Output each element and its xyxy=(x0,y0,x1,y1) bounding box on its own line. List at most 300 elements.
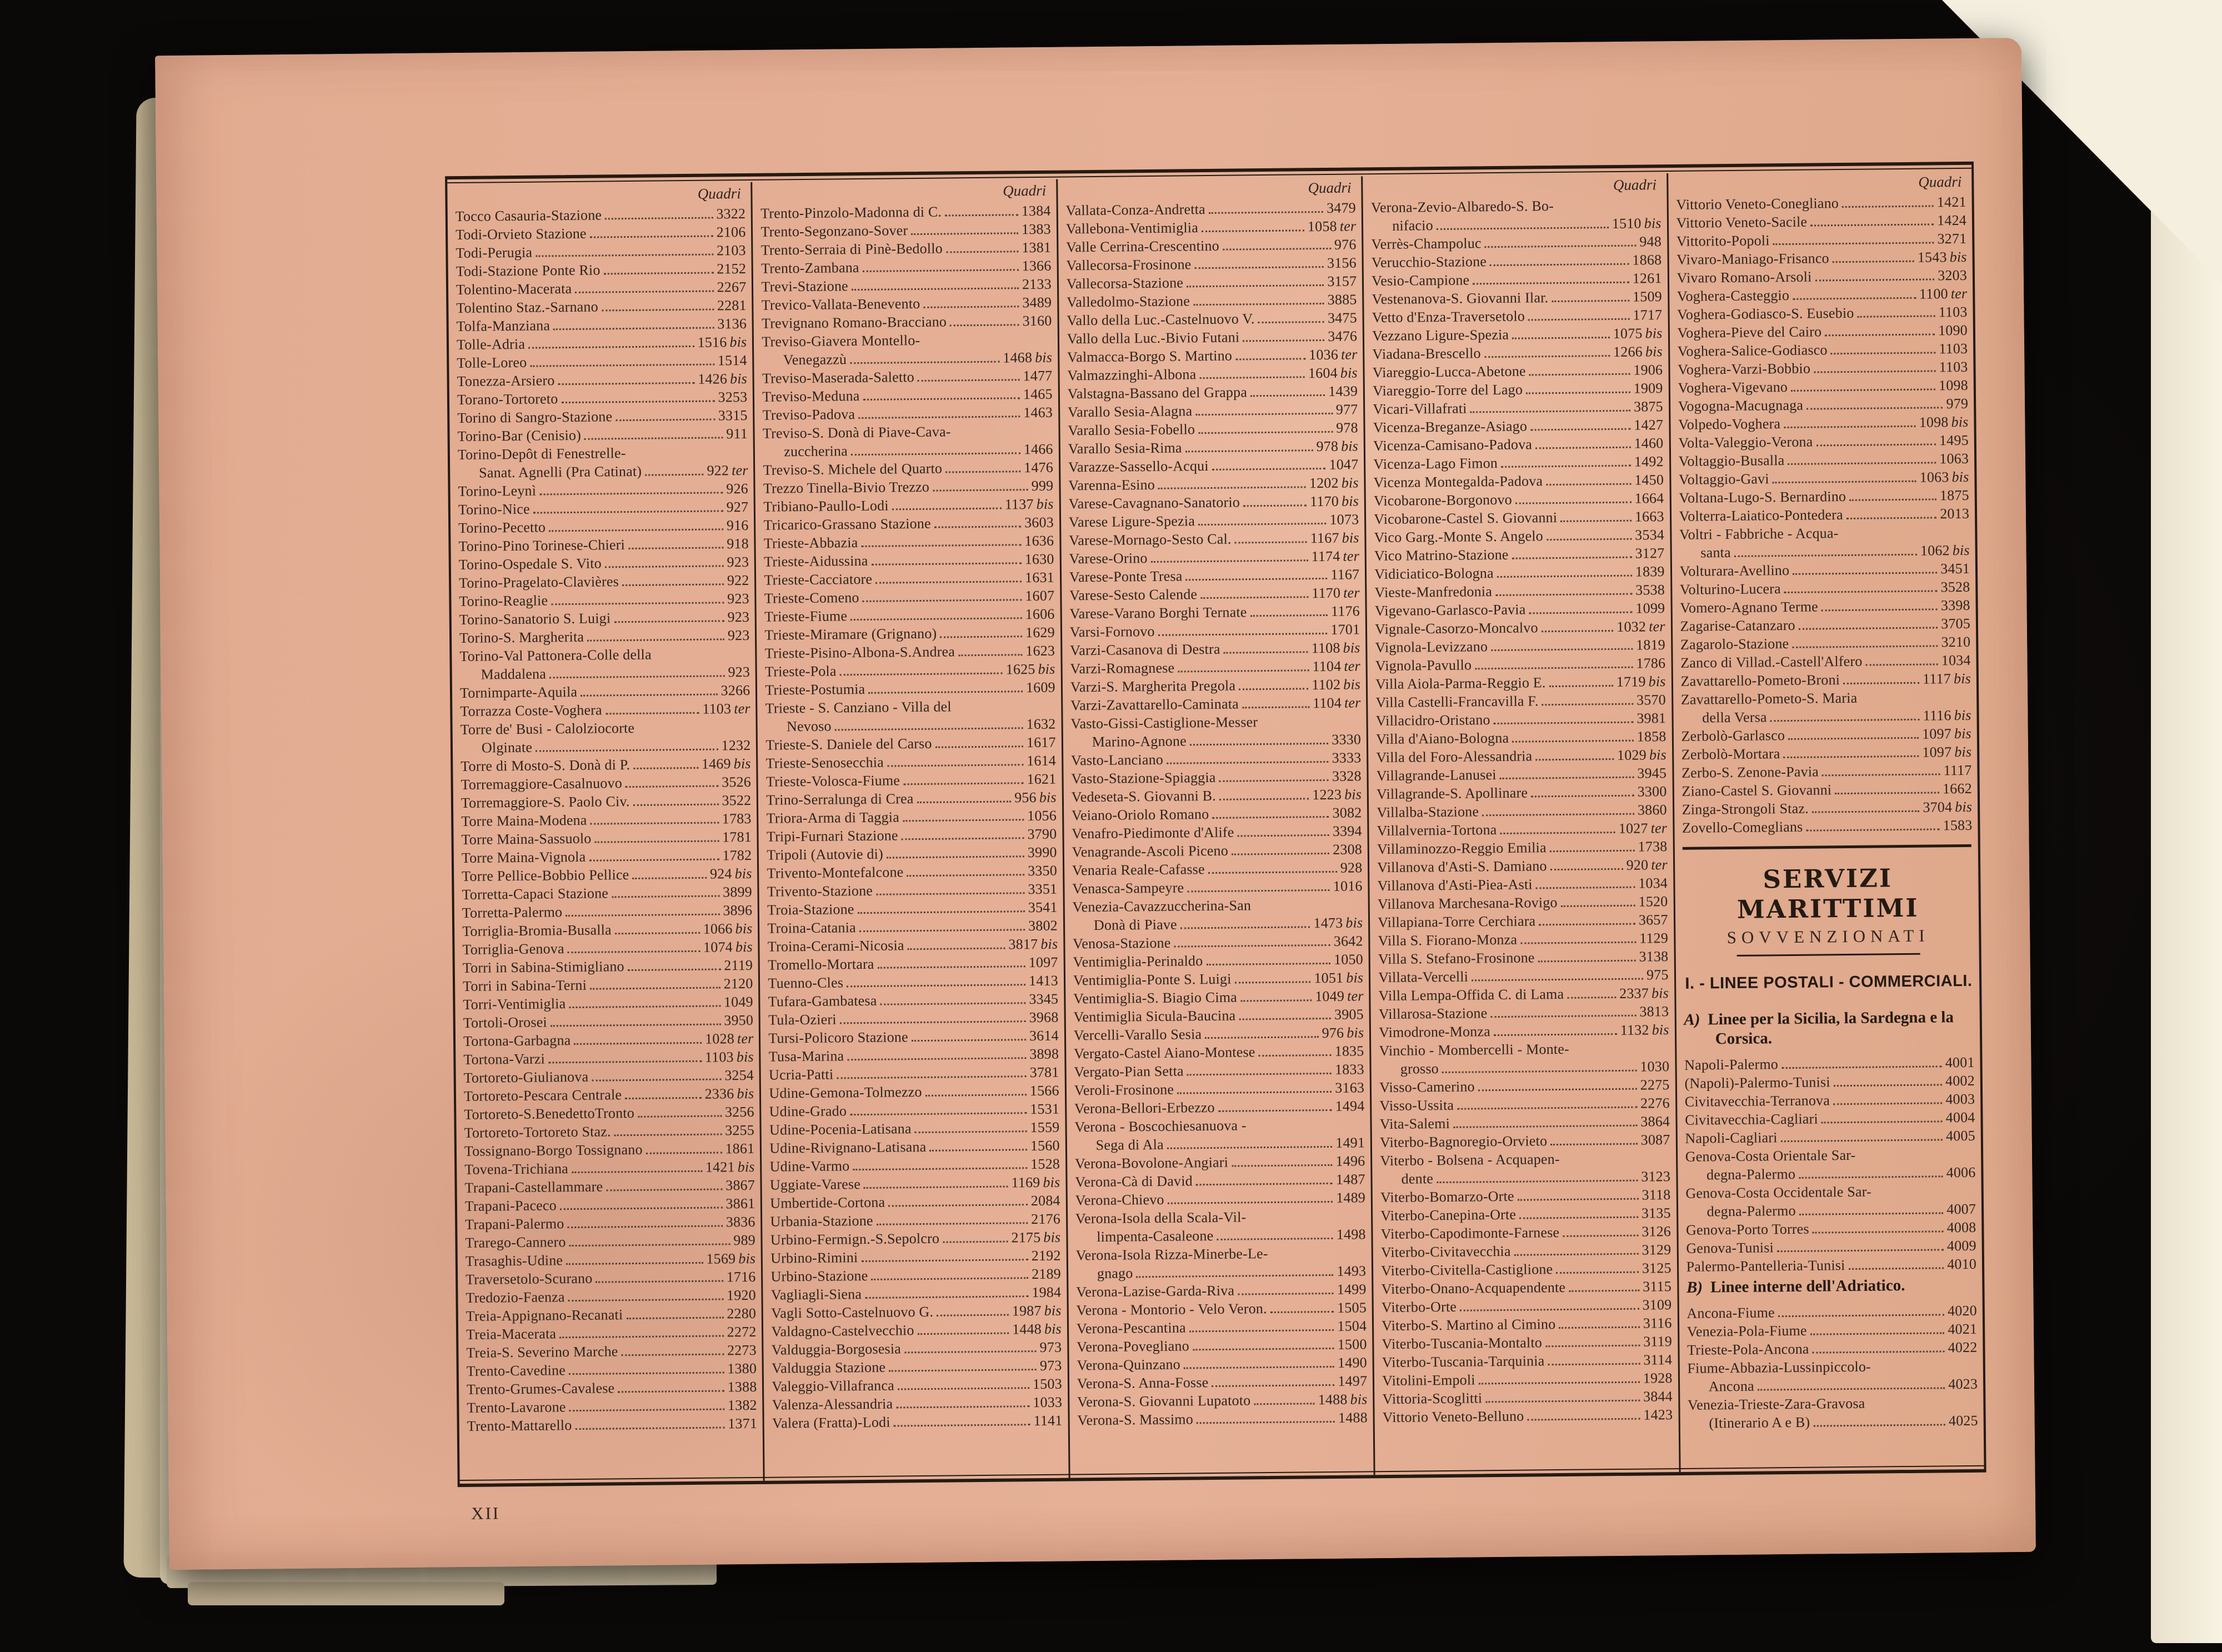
index-entry: Voghera-Godiasco-S. Eusebio 1103 xyxy=(1677,303,1968,323)
index-entry-continuation: dente 3123 xyxy=(1401,1168,1671,1187)
subsection-a-label: A) xyxy=(1684,1010,1700,1029)
index-entry: Zerbolò-Mortara 1097 bis xyxy=(1681,743,1972,763)
index-entry: Trento-Segonzano-Sover 1383 xyxy=(760,221,1052,240)
index-entry: Torre Maina-Modena 1783 xyxy=(461,810,752,829)
index-page xyxy=(155,38,2036,1570)
index-entry: Vittorio Veneto-Conegliano 1421 xyxy=(1676,193,1966,213)
index-entry: Torino-Reaglie 923 xyxy=(459,590,749,609)
index-entry: Trieste-Senosecchia 1614 xyxy=(765,752,1057,772)
index-entry: Udine-Varmo 1528 xyxy=(769,1155,1060,1175)
index-entry: Ventimiglia-Perinaldo 1050 xyxy=(1073,951,1364,970)
index-entry: Treviso-Maserada-Saletto 1477 xyxy=(762,367,1053,387)
index-entry: Trieste-Abbazia 1636 xyxy=(763,532,1054,552)
index-entry: Trieste-Comeno 1607 xyxy=(764,587,1055,607)
index-entry: Todi-Orvieto Stazione 2106 xyxy=(455,223,746,243)
index-entry: Verona-Isola della Scala-Vil- xyxy=(1075,1209,1247,1227)
index-entry: Viterbo-Canepina-Orte 3135 xyxy=(1380,1205,1671,1224)
index-entry: Zanco di Villad.-Castell'Alfero 1034 xyxy=(1680,652,1971,671)
index-entry: Venaria Reale-Cafasse 928 xyxy=(1072,859,1363,879)
index-entry: Villa d'Aiano-Bologna 1858 xyxy=(1375,728,1666,748)
index-entry: Villalvernia-Tortona 1027 ter xyxy=(1377,820,1668,839)
maritime-section-heading: I. - LINEE POSTALI - COMMERCIALI. xyxy=(1685,972,1973,993)
index-entry: Varese-Cavagnano-Sanatorio 1170 bis xyxy=(1068,493,1359,512)
index-entry: Veroli-Frosinone 3163 xyxy=(1074,1079,1365,1099)
index-entry: Villa Aiola-Parma-Reggio E. 1719 bis xyxy=(1375,673,1666,693)
index-entry: Venezia-Cavazzuccherina-San xyxy=(1072,897,1252,915)
index-entry: Troina-Cerami-Nicosia 3817 bis xyxy=(767,935,1058,955)
index-entry: Vignola-Pavullo 1786 xyxy=(1375,655,1666,674)
index-entry: Napoli-Cagliari 4005 xyxy=(1685,1127,1975,1147)
index-entry: Varallo Sesia-Fobello 978 xyxy=(1068,419,1358,439)
index-entry: Vico Matrino-Stazione 3127 xyxy=(1374,545,1665,564)
index-entry: Venosa-Stazione 3642 xyxy=(1073,933,1363,952)
index-entry: Vogogna-Macugnaga 979 xyxy=(1678,395,1969,414)
index-entry: Zavattarello-Pometo-S. Maria xyxy=(1680,689,1858,708)
index-entry: Varese-Orino 1174 ter xyxy=(1069,548,1360,567)
index-entry: Udine-Pocenia-Latisana 1559 xyxy=(769,1119,1060,1138)
index-entry: Torremaggiore-S. Paolo Civ. 3522 xyxy=(461,792,752,811)
index-entry: Trento-Cavedine 1380 xyxy=(466,1360,757,1379)
index-entry: Tribiano-Paullo-Lodi 1137 bis xyxy=(763,495,1054,515)
index-entry: Trieste-Pisino-Albona-S.Andrea 1623 xyxy=(764,642,1055,662)
index-entry: Vittorio Veneto-Belluno 1423 xyxy=(1382,1406,1673,1426)
index-entry: Villata-Vercelli 975 xyxy=(1378,967,1669,986)
index-entry: Genova-Costa Orientale Sar- xyxy=(1685,1147,1856,1165)
index-entry: Viterbo-Tuscania-Tarquinia 3114 xyxy=(1382,1351,1673,1371)
index-entry: Zagarolo-Stazione 3210 xyxy=(1680,633,1971,653)
index-entry: Zagarise-Catanzaro 3705 xyxy=(1680,615,1971,634)
index-entry: Varese-Varano Borghi Ternate 1176 xyxy=(1069,603,1360,622)
index-entry: Voghera-Vigevano 1098 xyxy=(1678,377,1969,396)
index-entry: Verucchio-Stazione 1868 xyxy=(1371,252,1662,271)
index-column-4 xyxy=(1363,173,1680,1475)
index-entry: Trieste-Volosca-Fiume 1621 xyxy=(765,770,1057,790)
index-entry: Vagli Sotto-Castelnuovo G. 1987 bis xyxy=(771,1302,1062,1321)
index-entry: Vallo della Luc.-Bivio Futani 3476 xyxy=(1067,328,1358,347)
index-entry: Trieste - S. Canziano - Villa del xyxy=(765,698,952,717)
index-entry: Verona-S. Giovanni Lupatoto 1488 bis xyxy=(1077,1391,1368,1410)
index-entry: Valeggio-Villafranca 1503 xyxy=(772,1375,1062,1395)
index-entry: Troina-Catania 3802 xyxy=(767,917,1058,937)
index-entry-continuation: della Versa 1116 bis xyxy=(1702,707,1971,726)
index-entry: Vergato-Pian Setta 1833 xyxy=(1074,1061,1364,1080)
index-entry: Villaminozzo-Reggio Emilia 1738 xyxy=(1377,838,1668,858)
index-entry: Tonezza-Arsiero 1426 bis xyxy=(457,370,748,389)
index-entry: Zovello-Comeglians 1583 xyxy=(1681,817,1973,836)
index-entry: Trieste-Cacciatore 1631 xyxy=(764,569,1055,588)
index-entry: Vivaro-Maniago-Frisanco 1543 bis xyxy=(1676,248,1967,268)
index-entry: Verona - Boscochiesanuova - xyxy=(1074,1117,1247,1135)
entry-list xyxy=(1371,196,1673,1426)
index-entry: Vasto-Stazione-Spiaggia 3328 xyxy=(1071,768,1362,787)
index-entry: Viterbo - Bolsena - Acquapen- xyxy=(1380,1151,1560,1169)
index-entry: Vezzano Ligure-Spezia 1075 bis xyxy=(1372,325,1663,344)
index-entry: Tromello-Mortara 1097 xyxy=(768,954,1058,973)
index-entry-continuation: Ancona 4023 xyxy=(1708,1375,1978,1395)
index-column-5 xyxy=(1668,171,1984,1472)
index-entry: Torino-Leynì 926 xyxy=(458,480,749,499)
index-entry: Tolfa-Manziana 3136 xyxy=(456,315,747,335)
index-entry: Vergato-Castel Aiano-Montese 1835 xyxy=(1073,1043,1364,1062)
index-entry-continuation: nifacio 1510 bis xyxy=(1392,215,1662,234)
index-entry: Vivaro Romano-Arsoli 3203 xyxy=(1676,267,1968,286)
index-entry: Venezia-Pola-Fiume 4021 xyxy=(1686,1320,1978,1340)
index-entry: Vigevano-Garlasco-Pavia 1099 xyxy=(1374,600,1665,619)
index-entry: Genova-Tunisi 4009 xyxy=(1686,1237,1976,1256)
index-entry: Venasca-Sampeyre 1016 xyxy=(1072,878,1363,897)
index-entry: Verona-S. Anna-Fosse 1497 xyxy=(1077,1373,1368,1392)
index-entry: Verona-S. Massimo 1488 xyxy=(1077,1409,1368,1429)
index-entry: Vittoria-Scoglitti 3844 xyxy=(1382,1388,1673,1408)
index-entry: Tolle-Loreo 1514 xyxy=(457,352,747,371)
index-entry: Treviso-Giavera Montello- xyxy=(762,332,920,350)
index-entry: Villa S. Stefano-Frosinone 3138 xyxy=(1378,948,1669,968)
index-entry: Verona-Bovolone-Angiari 1496 xyxy=(1074,1153,1365,1172)
index-entry: Urbino-Rimini 2192 xyxy=(770,1247,1061,1266)
index-entry: Torri in Sabina-Stimigliano 2119 xyxy=(462,957,753,976)
index-entry: Vitolini-Empoli 1928 xyxy=(1382,1370,1673,1389)
index-entry: Treviso-Meduna 1465 xyxy=(762,386,1053,405)
maritime-title: SERVIZI MARITTIMI xyxy=(1736,863,1919,924)
index-entry-continuation: Nevoso 1632 xyxy=(786,715,1056,735)
index-entry: Varzi-S. Margherita Pregola 1102 bis xyxy=(1070,676,1361,695)
index-entry: Vomero-Agnano Terme 3398 xyxy=(1680,597,1970,616)
index-entry: Villa Lempa-Offida C. di Lama 2337 bis xyxy=(1378,985,1669,1004)
index-entry: Todi-Stazione Ponte Rio 2152 xyxy=(456,260,747,280)
entry-list xyxy=(1065,198,1368,1429)
index-entry: Viterbo-Orte 3109 xyxy=(1381,1296,1672,1316)
maritime-lines-a xyxy=(1684,1053,1976,1276)
index-entry: Tortoreto-S.BenedettoTronto 3256 xyxy=(464,1103,754,1123)
index-entry: Villapiana-Torre Cerchiara 3657 xyxy=(1378,912,1668,931)
index-entry: Todi-Perugia 2103 xyxy=(456,242,746,262)
index-entry: Torino di Sangro-Stazione 3315 xyxy=(457,407,748,426)
index-entry: Tortoreto-Pescara Centrale 2336 bis xyxy=(463,1085,754,1104)
index-entry: Vimodrone-Monza 1132 bis xyxy=(1379,1022,1669,1041)
index-entry: Varzi-Zavattarello-Caminata 1104 ter xyxy=(1070,694,1361,714)
index-entry: Udine-Gemona-Tolmezzo 1566 xyxy=(769,1082,1059,1102)
index-column-1 xyxy=(447,182,765,1484)
index-entry: Vicari-Villafrati 3875 xyxy=(1373,398,1663,418)
index-entry: Valle Cerrina-Crescentino 976 xyxy=(1066,236,1357,256)
index-entry: Valmazzinghi-Albona 1604 bis xyxy=(1067,364,1358,384)
index-entry: Torino-S. Margherita 923 xyxy=(459,627,750,646)
index-entry: Tredozio-Faenza 1920 xyxy=(466,1286,757,1306)
index-entry: Viareggio-Lucca-Abetone 1906 xyxy=(1372,362,1663,381)
index-entry: Torre Maina-Sassuolo 1781 xyxy=(461,828,752,848)
index-entry-continuation: grosso 1030 xyxy=(1400,1058,1670,1077)
index-entry: Vicobarone-Borgonovo 1664 xyxy=(1373,490,1664,509)
index-entry: Tortona-Garbagna 1028 ter xyxy=(463,1030,754,1049)
index-entry: Volta-Valeggio-Verona 1495 xyxy=(1678,432,1969,451)
index-entry: Vallata-Conza-Andretta 3479 xyxy=(1065,199,1357,219)
index-entry: Vittorito-Popoli 3271 xyxy=(1676,230,1967,249)
index-entry-continuation: gnago 1493 xyxy=(1097,1263,1367,1282)
subsection-a-title: Linee per la Sicilia, la Sardegna e la Corsica. xyxy=(1708,1008,1954,1048)
index-entry: Tolle-Adria 1516 bis xyxy=(456,333,747,353)
index-entry-continuation: Maddalena 923 xyxy=(481,663,750,683)
index-entry: Verona-Cà di David 1487 xyxy=(1075,1171,1365,1190)
index-entry: Vicenza-Lago Fimon 1492 xyxy=(1373,453,1664,473)
index-entry: Zavattarello-Pometo-Broni 1117 bis xyxy=(1680,670,1971,689)
index-entry: Trevico-Vallata-Benevento 3489 xyxy=(761,294,1052,313)
index-entry: Palermo-Pantelleria-Tunisi 4010 xyxy=(1686,1255,1977,1275)
index-entry: Torino-Ospedale S. Vito 923 xyxy=(458,553,749,573)
index-entry: Tolentino-Macerata 2267 xyxy=(456,278,747,298)
index-entry: Trieste-Aidussina 1630 xyxy=(764,550,1054,570)
index-entry: Urbania-Stazione 2176 xyxy=(770,1210,1061,1230)
entry-list xyxy=(760,202,1063,1433)
index-entry: Traversetolo-Scurano 1716 xyxy=(466,1268,756,1288)
index-entry: Zerbo-S. Zenone-Pavia 1117 xyxy=(1681,762,1972,781)
index-entry-continuation: santa 1062 bis xyxy=(1700,542,1970,561)
index-entry: Viterbo-Onano-Acquapendente 3115 xyxy=(1381,1278,1672,1298)
index-entry: Vallebona-Ventimiglia 1058 ter xyxy=(1065,218,1357,237)
index-entry: Treviso-S. Michele del Quarto 1476 xyxy=(763,459,1054,478)
index-entry-continuation: zuccherina 1466 xyxy=(784,440,1053,460)
index-entry: Varallo Sesia-Alagna 977 xyxy=(1067,401,1358,420)
index-entry: Civitavecchia-Terranova 4003 xyxy=(1684,1090,1975,1110)
index-entry: Vesio-Campione 1261 xyxy=(1372,270,1662,289)
index-entry: Villarosa-Stazione 3813 xyxy=(1378,1003,1669,1023)
index-entry: Vittorio Veneto-Sacile 1424 xyxy=(1676,212,1967,231)
index-entry: Vagliagli-Siena 1984 xyxy=(770,1284,1062,1303)
index-entry: Verona-Lazise-Garda-Riva 1499 xyxy=(1076,1281,1367,1300)
index-entry: Verona-Povegliano 1500 xyxy=(1077,1336,1367,1355)
index-entry: Verona-Zevio-Albaredo-S. Bo- xyxy=(1370,198,1554,216)
index-entry: Tornimparte-Aquila 3266 xyxy=(459,682,750,701)
index-entry: Villalba-Stazione 3860 xyxy=(1377,802,1667,821)
index-entry: Ziano-Castel S. Giovanni 1662 xyxy=(1681,780,1972,799)
index-entry-continuation: Venegazzù 1468 bis xyxy=(783,349,1053,368)
index-entry: Valduggia-Borgosesia 973 xyxy=(771,1339,1062,1358)
maritime-lines-b xyxy=(1686,1301,1978,1433)
index-entry: Viterbo-Civitella-Castiglione 3125 xyxy=(1381,1260,1671,1279)
index-entry-continuation: Sanat. Agnelli (Pra Catinat) 922 ter xyxy=(479,462,748,481)
index-entry: Villa Castelli-Francavilla F. 3570 xyxy=(1375,692,1666,711)
index-entry: Tula-Ozieri 3968 xyxy=(768,1009,1059,1028)
index-entry: Troia-Stazione 3541 xyxy=(767,899,1058,918)
index-entry: Viadana-Brescello 1266 bis xyxy=(1372,343,1663,363)
index-entry: Voltaggio-Gavi 1063 bis xyxy=(1678,468,1969,488)
index-entry: Trento-Zambana 1366 xyxy=(760,257,1052,277)
index-entry: Trevignano Romano-Bracciano 3160 xyxy=(761,312,1052,332)
index-entry: Villanova Marchesana-Rovigo 1520 xyxy=(1377,893,1668,913)
index-entry-continuation: degna-Palermo 4007 xyxy=(1706,1200,1976,1220)
index-entry: Verona-Pescantina 1504 xyxy=(1076,1318,1367,1337)
index-entry: Vallecorsa-Stazione 3157 xyxy=(1066,273,1357,292)
page-stack-edge-bottom xyxy=(188,1582,504,1605)
index-entry: Viareggio-Torre del Lago 1909 xyxy=(1372,380,1663,399)
index-entry: Valstagna-Bassano del Grappa 1439 xyxy=(1067,383,1358,402)
index-entry: Zinga-Strongoli Staz. 3704 bis xyxy=(1681,798,1973,818)
index-entry: Verona-Bellori-Erbezzo 1494 xyxy=(1074,1098,1365,1117)
subsection-b-label: B) xyxy=(1686,1278,1703,1296)
index-entry: Tortoli-Orosei 3950 xyxy=(463,1012,754,1031)
index-entry: Trieste-Pola 1625 bis xyxy=(764,660,1055,680)
index-entry: Trento-Serraia di Pinè-Bedollo 1381 xyxy=(760,239,1052,258)
index-entry: Verona-Chievo 1489 xyxy=(1075,1189,1366,1209)
index-entry: Ventimiglia Sicula-Baucina 3905 xyxy=(1073,1006,1364,1025)
index-entry: Venagrande-Ascoli Piceno 2308 xyxy=(1072,841,1363,860)
index-entry: Trieste-S. Daniele del Carso 1617 xyxy=(765,734,1056,753)
index-entry: Viterbo-Bomarzo-Orte 3118 xyxy=(1380,1187,1671,1206)
index-column-3 xyxy=(1058,176,1375,1478)
index-entry: Venezia-Trieste-Zara-Gravosa xyxy=(1687,1395,1865,1413)
index-entry: Voltaggio-Busalla 1063 xyxy=(1678,450,1969,469)
index-entry: Tripoli (Autovie di) 3990 xyxy=(767,844,1057,863)
index-entry: Torino-Pecetto 916 xyxy=(458,517,749,536)
index-entry: Vasto-Gissi-Castiglione-Messer xyxy=(1070,714,1258,732)
index-entry: Viterbo-Bagnoregio-Orvieto 3087 xyxy=(1379,1132,1670,1151)
index-entry: Torremaggiore-Casalnuovo 3526 xyxy=(461,773,752,793)
index-entry: Varzi-Romagnese 1104 ter xyxy=(1070,658,1360,677)
index-entry: Viterbo-Capodimonte-Farnese 3126 xyxy=(1380,1223,1671,1243)
index-entry: Treviso-Padova 1463 xyxy=(762,404,1053,423)
index-entry: Villagrande-S. Apollinare 3300 xyxy=(1376,783,1667,803)
index-entry: Torino-Depôt di Fenestrelle- xyxy=(457,445,626,463)
index-entry: Trino-Serralunga di Crea 956 bis xyxy=(766,789,1057,808)
index-entry: Trapani-Castellammare 3867 xyxy=(464,1177,755,1196)
index-entry: Genova-Costa Occidentale Sar- xyxy=(1685,1183,1872,1202)
index-entry: Tortoreto-Tortoreto Staz. 3255 xyxy=(464,1122,755,1141)
index-entry: Viterbo-Civitavecchia 3129 xyxy=(1380,1241,1671,1261)
index-entry: Trivento-Montefalcone 3350 xyxy=(767,862,1058,882)
index-entry: Torino-Pragelato-Clavières 922 xyxy=(458,572,749,591)
index-entry: Treia-Macerata 2272 xyxy=(466,1323,757,1343)
index-entry: Voghera-Pieve del Cairo 1090 xyxy=(1677,322,1968,341)
index-entry: Tossignano-Borgo Tossignano 1861 xyxy=(464,1140,755,1159)
entry-list xyxy=(1676,193,1972,837)
column-header: Quadri xyxy=(1613,176,1657,194)
index-entry: Tortona-Varzi 1103 bis xyxy=(463,1048,754,1068)
index-entry: Trieste-Miramare (Grignano) 1629 xyxy=(764,624,1055,643)
index-entry: Varazze-Sassello-Acqui 1047 xyxy=(1068,456,1359,475)
index-entry: Trasaghis-Udine 1569 bis xyxy=(465,1250,756,1269)
index-column-2 xyxy=(753,179,1070,1481)
printed-frame xyxy=(445,162,1986,1487)
index-entry: Trieste-Postumia 1609 xyxy=(765,679,1055,698)
index-entry: Vignola-Levizzano 1819 xyxy=(1375,637,1666,656)
index-entry: Vinchio - Mombercelli - Monte- xyxy=(1379,1040,1569,1059)
page-number: XII xyxy=(471,1503,501,1523)
index-entry: Trento-Lavarone 1382 xyxy=(467,1396,757,1416)
index-entry: Vico Garg.-Monte S. Angelo 3534 xyxy=(1374,527,1665,546)
index-entry: Treia-Appignano-Recanati 2280 xyxy=(466,1305,757,1324)
index-entry: Vestenanova-S. Giovanni Ilar. 1509 xyxy=(1372,288,1663,308)
index-entry: Villanova d'Asti-Piea-Asti 1034 xyxy=(1377,875,1668,894)
index-entry: Tocco Casauria-Stazione 3322 xyxy=(455,205,746,225)
index-entry: Treviso-S. Donà di Piave-Cava- xyxy=(762,423,951,442)
index-entry: Vicenza-Breganze-Asiago 1427 xyxy=(1373,417,1664,436)
index-entry: Visso-Ussita 2276 xyxy=(1379,1095,1670,1114)
index-entry: Triora-Arma di Taggia 1056 xyxy=(766,807,1057,827)
index-entry: Torrazza Coste-Voghera 1103 ter xyxy=(460,700,750,719)
index-entry: Trapani-Paceco 3861 xyxy=(464,1195,755,1214)
index-entry: Torino-Val Pattonera-Colle della xyxy=(459,646,652,664)
index-entry: Zerbolò-Garlasco 1097 bis xyxy=(1681,725,1972,744)
index-entry: Vicobarone-Castel S. Giovanni 1663 xyxy=(1374,508,1664,528)
index-entry: Tovena-Trichiana 1421 bis xyxy=(464,1158,755,1178)
index-entry: Varese-Sesto Calende 1170 ter xyxy=(1069,584,1360,604)
index-entry: Torriglia-Bromia-Busalla 1066 bis xyxy=(462,920,753,939)
index-entry: Veiano-Oriolo Romano 3082 xyxy=(1071,804,1362,824)
column-header: Quadri xyxy=(1003,182,1047,199)
index-entry: Venafro-Piedimonte d'Alife 3394 xyxy=(1072,823,1362,842)
index-entry: Genova-Porto Torres 4008 xyxy=(1685,1219,1976,1238)
index-entry: Vicenza Montegalda-Padova 1450 xyxy=(1373,472,1664,491)
index-entry: Torre Pellice-Bobbio Pellice 924 bis xyxy=(462,865,752,884)
index-entry: Varenna-Esino 1202 bis xyxy=(1068,474,1359,494)
index-entry: Trevi-Stazione 2133 xyxy=(761,276,1052,295)
index-entry: Valenza-Alessandria 1033 xyxy=(772,1394,1063,1413)
index-entry: Varallo Sesia-Rima 978 bis xyxy=(1068,438,1359,457)
index-entry-continuation: Sega di Ala 1491 xyxy=(1095,1134,1365,1154)
index-entry: Voghera-Salice-Godiasco 1103 xyxy=(1677,340,1968,359)
maritime-subsection-b-heading xyxy=(1686,1275,1977,1298)
index-entry: Fiume-Abbazia-Lussinpiccolo- xyxy=(1687,1358,1871,1376)
index-entry: Varese-Mornago-Sesto Cal. 1167 bis xyxy=(1069,529,1359,549)
index-entry: Trieste-Pola-Ancona 4022 xyxy=(1686,1339,1978,1358)
index-entry: Visso-Camerino 2275 xyxy=(1379,1077,1670,1096)
index-entry: Verona-Quinzano 1490 xyxy=(1077,1354,1368,1374)
index-entry: Udine-Rivignano-Latisana 1560 xyxy=(769,1137,1060,1157)
index-entry: Tursi-Policoro Stazione 3614 xyxy=(768,1027,1059,1047)
index-entry: Tricarico-Grassano Stazione 3603 xyxy=(763,514,1054,533)
index-entry: Trarego-Cannero 989 xyxy=(465,1232,756,1251)
index-entry: Valledolmo-Stazione 3885 xyxy=(1067,291,1357,311)
section-divider-rule xyxy=(1682,844,1971,850)
index-entry: Viterbo-Tuscania-Montalto 3119 xyxy=(1382,1333,1673,1353)
index-entry: Tusa-Marina 3898 xyxy=(768,1045,1059,1065)
index-entry: Ventimiglia-S. Biagio Cima 1049 ter xyxy=(1073,988,1364,1007)
index-entry: Torino-Nice 927 xyxy=(458,498,749,518)
index-entry-continuation: Donà di Piave 1473 bis xyxy=(1093,914,1363,934)
index-entry-continuation: Marino-Agnone 3330 xyxy=(1092,731,1362,750)
index-entry: Vercelli-Varallo Sesia 976 bis xyxy=(1073,1024,1364,1044)
subsection-b-title: Linee interne dell'Adriatico. xyxy=(1710,1276,1905,1296)
index-entry: Vasto-Lanciano 3333 xyxy=(1070,749,1362,769)
index-entry-continuation: (Itinerario A e B) 4025 xyxy=(1709,1412,1978,1431)
index-entry: Vallo della Luc.-Castelnuovo V. 3475 xyxy=(1067,309,1357,329)
index-entry: Torano-Tortoreto 3253 xyxy=(457,388,748,408)
maritime-subsection-a-heading xyxy=(1684,1008,1974,1049)
index-entry: Varese-Ponte Tresa 1167 xyxy=(1069,566,1360,585)
index-entry: Valera (Fratta)-Lodi 1141 xyxy=(772,1412,1063,1431)
index-entry: Vieste-Manfredonia 3538 xyxy=(1374,582,1665,601)
index-entry-continuation: limpenta-Casaleone 1498 xyxy=(1097,1226,1366,1245)
index-entry: Villa S. Fiorano-Monza 1129 xyxy=(1378,930,1669,949)
index-entry-continuation: Olginate 1232 xyxy=(481,737,751,756)
index-entry: Tuenno-Cles 1413 xyxy=(768,972,1059,992)
title-underline-rule xyxy=(1736,953,1920,957)
index-entry: Viterbo-S. Martino al Cimino 3116 xyxy=(1382,1315,1672,1334)
index-entry: Tufara-Gambatesa 3345 xyxy=(768,990,1059,1010)
index-entry: Verona - Montorio - Velo Veron. 1505 xyxy=(1076,1299,1367,1319)
index-entry: Volpedo-Voghera 1098 bis xyxy=(1678,413,1969,433)
index-entry: Tortoreto-Giulianova 3254 xyxy=(463,1067,754,1086)
column-header: Quadri xyxy=(1308,179,1352,197)
index-entry: Trezzo Tinella-Bivio Trezzo 999 xyxy=(763,477,1054,497)
index-entry: Tolentino Staz.-Sarnano 2281 xyxy=(456,297,747,317)
index-entry: Udine-Grado 1531 xyxy=(769,1100,1060,1120)
index-entry: Torino-Bar (Cenisio) 911 xyxy=(457,425,748,444)
index-entry: Vidiciatico-Bologna 1839 xyxy=(1374,563,1665,583)
index-entry: Varzi-Casanova di Destra 1108 bis xyxy=(1070,639,1360,659)
index-entry: Valduggia Stazione 973 xyxy=(771,1357,1062,1376)
index-entry: Napoli-Palermo 4001 xyxy=(1684,1054,1975,1073)
index-entry: Torre di Mosto-S. Donà di P. 1469 bis xyxy=(461,755,751,774)
